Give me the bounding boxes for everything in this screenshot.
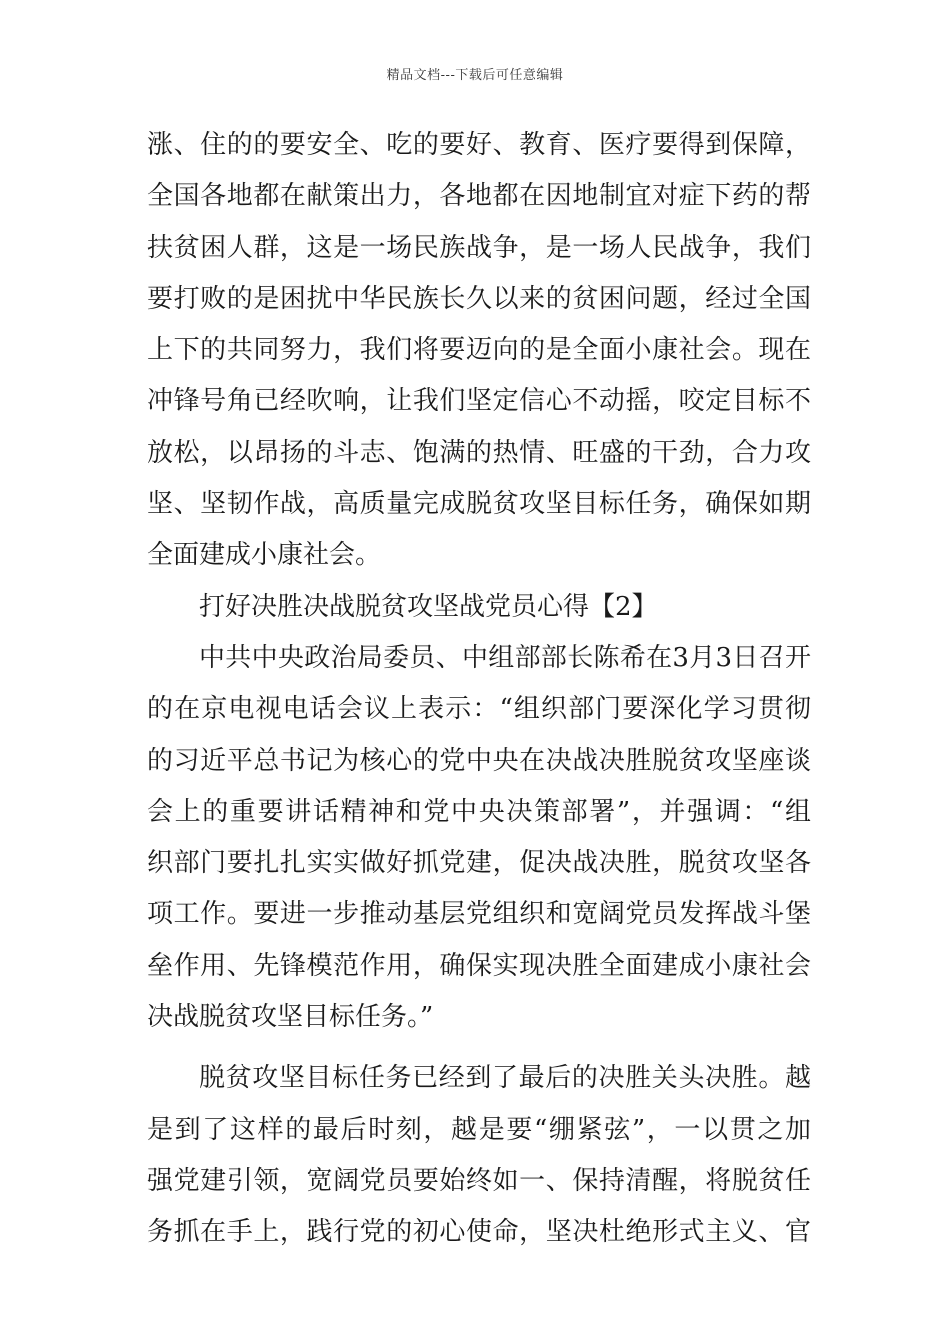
section-title: 打好决胜决战脱贫攻坚战党员心得【2】 (199, 591, 658, 622)
text-line: 垒作用、先锋模范作用，确保实现决胜全面建成小康社会 (147, 950, 811, 981)
text-line: 冲锋号角已经吹响，让我们坚定信心不动摇，咬定目标不 (147, 386, 811, 417)
text-line: 全国各地都在献策出力，各地都在因地制宜对症下药的帮 (147, 181, 811, 212)
text-line: 决战脱贫攻坚目标任务。” (147, 1002, 434, 1033)
text-line: 项工作。要进一步推动基层党组织和宽阔党员发挥战斗堡 (147, 899, 811, 930)
paragraph-2 (147, 633, 811, 1043)
text-line: 会上的重要讲话精神和党中央决策部署”，并强调：“组 (147, 796, 811, 827)
text-line: 放松，以昂扬的斗志、饱满的热情、旺盛的干劲，合力攻 (147, 437, 811, 468)
paragraph-3 (147, 1053, 811, 1258)
paragraph-1 (147, 120, 811, 582)
text-line: 是到了这样的最后时刻，越是要“绷紧弦”，一以贯之加 (147, 1114, 811, 1145)
text-line: 中共中央政治局委员、中组部部长陈希在3月3日召开 (199, 642, 811, 673)
text-line: 的习近平总书记为核心的党中央在决战决胜脱贫攻坚座谈 (147, 745, 811, 776)
text-line: 织部门要扎扎实实做好抓党建，促决战决胜，脱贫攻坚各 (147, 848, 811, 879)
text-line: 要打败的是困扰中华民族长久以来的贫困问题，经过全国 (147, 283, 811, 314)
text-line: 涨、住的的要安全、吃的要好、教育、医疗要得到保障， (147, 130, 811, 160)
text-line: 的在京电视电话会议上表示：“组织部门要深化学习贯彻 (147, 694, 811, 725)
text-line: 坚、坚韧作战，高质量完成脱贫攻坚目标任务，确保如期 (147, 489, 811, 520)
document-body (147, 120, 811, 1259)
text-line: 脱贫攻坚目标任务已经到了最后的决胜关头决胜。越 (199, 1063, 811, 1094)
page-header: 精品文档---下载后可任意编辑 (386, 68, 564, 83)
text-line: 上下的共同努力，我们将要迈向的是全面小康社会。现在 (147, 335, 811, 366)
text-line: 务抓在手上，践行党的初心使命，坚决杜绝形式主义、官 (147, 1217, 811, 1248)
text-line: 强党建引领，宽阔党员要始终如一、保持清醒，将脱贫任 (147, 1165, 811, 1196)
text-line: 扶贫困人群，这是一场民族战争，是一场人民战争，我们 (147, 232, 811, 263)
paragraph-gap (147, 1043, 811, 1053)
section-heading (147, 582, 811, 633)
text-line: 全面建成小康社会。 (147, 540, 382, 571)
